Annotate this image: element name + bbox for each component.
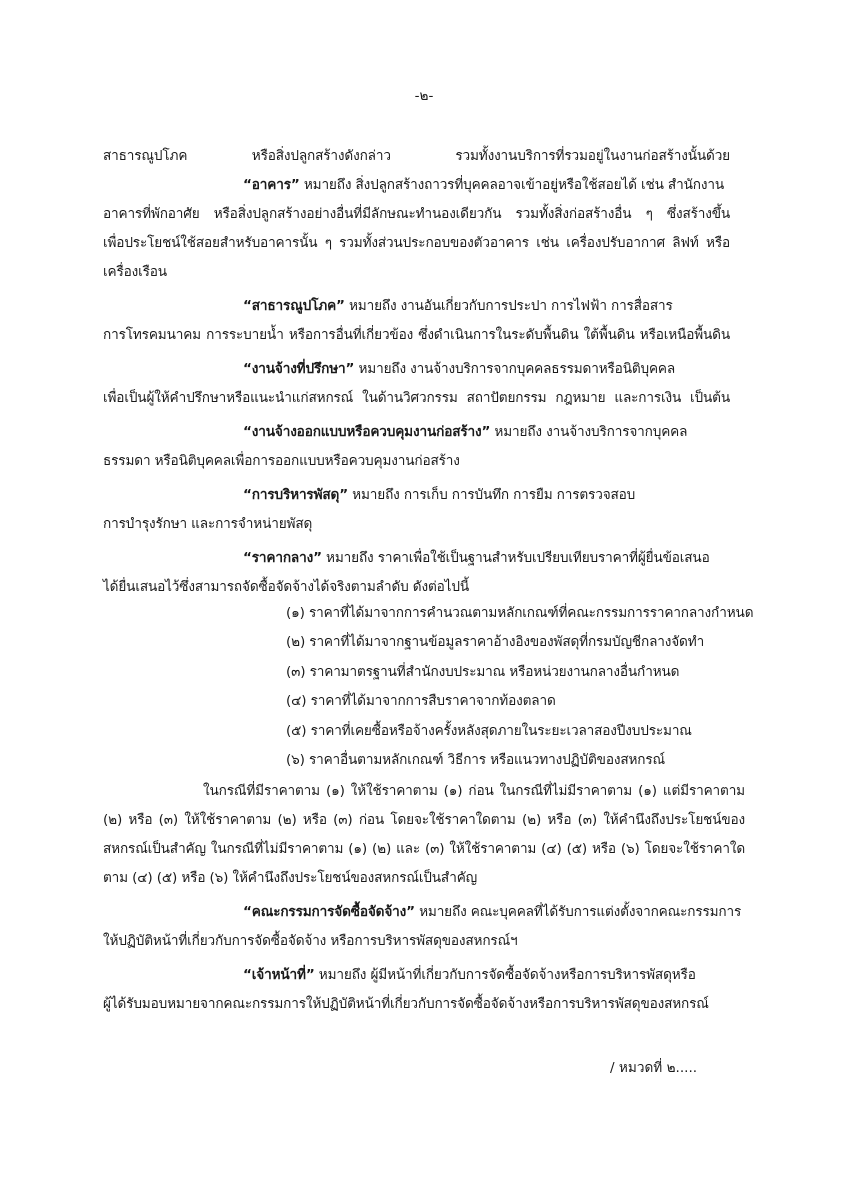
definition-heading (243, 174, 724, 196)
definition-text: หมายถึง คณะบุคคลที่ได้รับการแต่งตั้งจากคณะกรรมการ (414, 904, 742, 920)
body-line: การบำรุงรักษา และการจำหน่ายพัสดุ (103, 516, 313, 532)
definition-term: “สาธารณูปโภค” (243, 298, 345, 314)
definition-heading (243, 295, 673, 317)
definition-text: หมายถึง ราคาเพื่อใช้เป็นฐานสำหรับเปรียบเทียบราคาที่ผู้ยื่นข้อเสนอ (321, 550, 710, 566)
body-line: เพื่อเป็นผู้ให้คำปรึกษาหรือแนะนำแก่สหกรณ์ ในด้านวิศวกรรม สถาปัตยกรรม กฎหมาย และการเงิน เป็นต้น (103, 390, 730, 406)
definition-text: หมายถึง งานอันเกี่ยวกับการประปา การไฟฟ้า การสื่อสาร (344, 298, 673, 314)
body-line: ผู้ได้รับมอบหมายจากคณะกรรมการให้ปฏิบัติหน้าที่เกี่ยวกับการจัดซื้อจัดจ้างหรือการบริหารพัสดุของสหกรณ์ (103, 996, 709, 1012)
body-line: ในกรณีที่มีราคาตาม (๑) ให้ใช้ราคาตาม (๑) ก่อน ในกรณีที่ไม่มีราคาตาม (๑) แต่มีราคาตาม (203, 783, 745, 799)
definition-text: หมายถึง ผู้มีหน้าที่เกี่ยวกับการจัดซื้อจัดจ้างหรือการบริหารพัสดุหรือ (314, 967, 696, 983)
definition-heading (243, 901, 741, 923)
body-line: ให้ปฏิบัติหน้าที่เกี่ยวกับการจัดซื้อจัดจ้าง หรือการบริหารพัสดุของสหกรณ์ฯ (103, 933, 518, 949)
body-line: (๒) หรือ (๓) ให้ใช้ราคาตาม (๒) หรือ (๓) ก่อน โดยจะใช้ราคาใดตาม (๒) หรือ (๓) ให้คำนึงถึงประโยชน์ของ (103, 812, 745, 828)
definition-term: “คณะกรรมการจัดซื้อจัดจ้าง” (243, 904, 415, 920)
body-line: ตาม (๔) (๕) หรือ (๖) ให้คำนึงถึงประโยชน์ของสหกรณ์เป็นสำคัญ (103, 870, 478, 886)
price-list-item: (๔) ราคาที่ได้มาจากการสืบราคาจากท้องตลาด (286, 693, 556, 709)
definition-term: “เจ้าหน้าที่” (243, 967, 315, 983)
body-line: สหกรณ์เป็นสำคัญ ในกรณีที่ไม่มีราคาตาม (๑) (๒) และ (๓) ให้ใช้ราคาตาม (๔) (๕) หรือ (๖) โดยจะใช้ราคาใด (103, 841, 745, 857)
definition-heading (243, 964, 696, 986)
definition-heading (243, 358, 675, 380)
body-line: เพื่อประโยชน์ใช้สอยสำหรับอาคารนั้น ๆ รวมทั้งส่วนประกอบของตัวอาคาร เช่น เครื่องปรับอากาศ ลิฟท์ หรือ (103, 235, 730, 251)
definition-text: หมายถึง สิ่งปลูกสร้างถาวรที่บุคคลอาจเข้าอยู่หรือใช้สอยได้ เช่น สำนักงาน (299, 177, 725, 193)
body-line: ธรรมดา หรือนิติบุคคลเพื่อการออกแบบหรือควบคุมงานก่อสร้าง (103, 453, 460, 469)
body-line: ได้ยื่นเสนอไว้ซึ่งสามารถจัดซื้อจัดจ้างได้จริงตามลำดับ ดังต่อไปนี้ (103, 579, 469, 595)
definition-text: หมายถึง งานจ้างบริการจากบุคคล (490, 424, 688, 440)
page-number: -๒- (414, 88, 434, 104)
definition-term: “ราคากลาง” (243, 550, 322, 566)
definition-heading (243, 421, 687, 443)
definition-term: “งานจ้างที่ปรึกษา” (243, 361, 355, 377)
price-list-item: (๒) ราคาที่ได้มาจากฐานข้อมูลราคาอ้างอิงของพัสดุที่กรมบัญชีกลางจัดทำ (286, 634, 705, 650)
body-line: อาคารที่พักอาศัย หรือสิ่งปลูกสร้างอย่างอื่นที่มีลักษณะทำนองเดียวกัน รวมทั้งสิ่งก่อสร้างอื่น ๆ ซึ่งสร้างขึ้น (103, 206, 730, 222)
definition-text: หมายถึง งานจ้างบริการจากบุคคลธรรมดาหรือนิติบุคคล (354, 361, 676, 377)
intro-line: สาธารณูปโภค หรือสิ่งปลูกสร้างดังกล่าว รวมทั้งงานบริการที่รวมอยู่ในงานก่อสร้างนั้นด้วย (103, 148, 730, 164)
price-list-item: (๖) ราคาอื่นตามหลักเกณฑ์ วิธีการ หรือแนวทางปฏิบัติของสหกรณ์ (286, 752, 665, 768)
definition-term: “การบริหารพัสดุ” (243, 487, 348, 503)
definition-text: หมายถึง การเก็บ การบันทึก การยืม การตรวจสอบ (348, 487, 636, 503)
price-list-item: (๓) ราคามาตรฐานที่สำนักงบประมาณ หรือหน่วยงานกลางอื่นกำหนด (286, 664, 680, 680)
body-line: การโทรคมนาคม การระบายน้ำ หรือการอื่นที่เกี่ยวข้อง ซึ่งดำเนินการในระดับพื้นดิน ใต้พื้นดิน หรือเหนือพื้นดิน (103, 327, 730, 343)
definition-term: “งานจ้างออกแบบหรือควบคุมงานก่อสร้าง” (243, 424, 491, 440)
catchword: / หมวดที่ ๒..... (610, 1060, 698, 1076)
price-list-item: (๑) ราคาที่ได้มาจากการคำนวณตามหลักเกณฑ์ที่คณะกรรมการราคากลางกำหนด (286, 605, 754, 621)
definition-term: “อาคาร” (243, 177, 300, 193)
definition-heading (243, 484, 635, 506)
price-list-item: (๕) ราคาที่เคยซื้อหรือจ้างครั้งหลังสุดภายในระยะเวลาสองปีงบประมาณ (286, 723, 692, 739)
body-line: เครื่องเรือน (103, 264, 167, 280)
definition-heading (243, 547, 710, 569)
